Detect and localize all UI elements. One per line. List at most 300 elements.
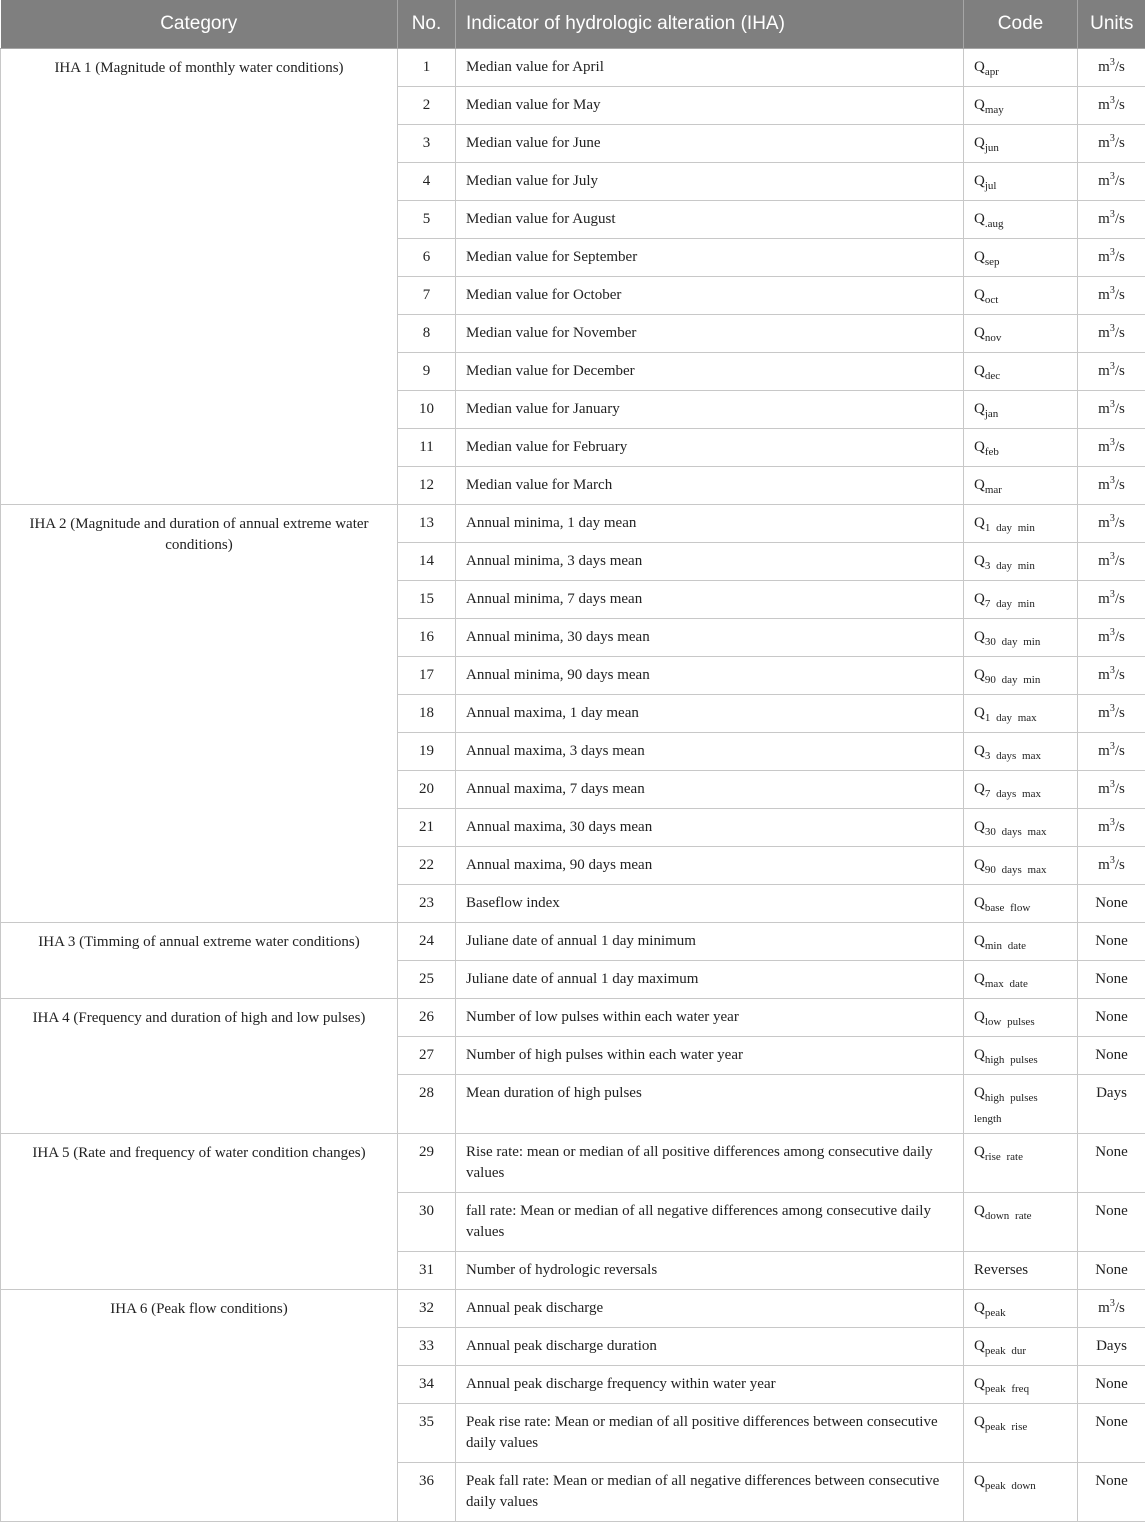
code-symbol: Q: [974, 1009, 985, 1025]
unit-cell: None: [1078, 1252, 1145, 1290]
number-cell: 28: [398, 1075, 456, 1134]
unit-base: m: [1098, 553, 1110, 569]
indicator-cell: Annual minima, 1 day mean: [456, 505, 964, 543]
code-cell: [964, 1463, 1078, 1522]
code-subscript: peak freq: [984, 1383, 1030, 1395]
number-cell: 30: [398, 1193, 456, 1252]
code-symbol: Q: [974, 211, 985, 227]
unit-cell: [1078, 467, 1145, 505]
indicator-cell: Mean duration of high pulses: [456, 1075, 964, 1134]
code-cell: [964, 1290, 1078, 1328]
code-subscript: high pulses length: [974, 1092, 1038, 1125]
code-cell: [964, 1252, 1078, 1290]
number-cell: 26: [398, 999, 456, 1037]
unit-base: m: [1098, 819, 1110, 835]
code-cell: [964, 1328, 1078, 1366]
unit-exponent: 3: [1109, 703, 1115, 714]
unit-base: m: [1098, 743, 1110, 759]
number-cell: 10: [398, 391, 456, 429]
unit-exponent: 3: [1109, 209, 1115, 220]
unit-cell: [1078, 695, 1145, 733]
unit-cell: None: [1078, 999, 1145, 1037]
code-subscript: jun: [984, 142, 999, 154]
code-subscript: nov: [984, 332, 1002, 344]
unit-base: m: [1098, 439, 1110, 455]
table-row: [1, 1134, 1145, 1193]
code-symbol: Q: [974, 971, 985, 987]
number-cell: 27: [398, 1037, 456, 1075]
indicator-cell: Annual maxima, 7 days mean: [456, 771, 964, 809]
unit-base: m: [1098, 325, 1110, 341]
code-subscript: peak rise: [984, 1421, 1028, 1433]
code-subscript: 90 day min: [984, 674, 1041, 686]
code-symbol: Q: [974, 135, 985, 151]
unit-exponent: 3: [1109, 513, 1115, 524]
code-subscript: rise rate: [984, 1151, 1023, 1163]
code-cell: [964, 581, 1078, 619]
code-subscript: peak down: [984, 1480, 1036, 1492]
unit-tail: /s: [1114, 249, 1125, 265]
unit-base: m: [1098, 135, 1110, 151]
number-cell: 23: [398, 885, 456, 923]
code-symbol: Q: [974, 1473, 985, 1489]
code-symbol: Q: [974, 97, 985, 113]
unit-cell: [1078, 581, 1145, 619]
number-cell: 31: [398, 1252, 456, 1290]
code-symbol: Q: [974, 933, 985, 949]
code-symbol: Q: [974, 743, 985, 759]
number-cell: 24: [398, 923, 456, 961]
unit-base: m: [1098, 477, 1110, 493]
number-cell: 22: [398, 847, 456, 885]
code-symbol: Q: [974, 1085, 985, 1101]
number-cell: 32: [398, 1290, 456, 1328]
unit-tail: /s: [1114, 325, 1125, 341]
code-cell: [964, 619, 1078, 657]
unit-cell: [1078, 201, 1145, 239]
unit-cell: None: [1078, 1463, 1145, 1522]
category-cell: IHA 4 (Frequency and duration of high and low pulses): [1, 999, 398, 1134]
indicator-cell: Annual maxima, 1 day mean: [456, 695, 964, 733]
code-cell: [964, 277, 1078, 315]
code-cell: [964, 961, 1078, 999]
code-cell: [964, 87, 1078, 125]
code-cell: [964, 1037, 1078, 1075]
unit-exponent: 3: [1109, 665, 1115, 676]
code-subscript: 7 day min: [984, 598, 1035, 610]
code-symbol: Q: [974, 287, 985, 303]
code-subscript: low pulses: [984, 1016, 1035, 1028]
unit-base: m: [1098, 1300, 1110, 1316]
code-cell: [964, 733, 1078, 771]
header-row: [1, 0, 1145, 49]
unit-exponent: 3: [1109, 779, 1115, 790]
unit-cell: [1078, 847, 1145, 885]
code-cell: [964, 1366, 1078, 1404]
indicator-cell: Number of low pulses within each water year: [456, 999, 964, 1037]
unit-tail: /s: [1114, 705, 1125, 721]
number-cell: 33: [398, 1328, 456, 1366]
unit-exponent: 3: [1109, 361, 1115, 372]
indicator-cell: Number of high pulses within each water year: [456, 1037, 964, 1075]
unit-cell: Days: [1078, 1328, 1145, 1366]
unit-cell: [1078, 87, 1145, 125]
code-subscript: .aug: [984, 218, 1004, 230]
code-subscript: min date: [984, 940, 1027, 952]
unit-exponent: 3: [1109, 855, 1115, 866]
indicator-cell: Number of hydrologic reversals: [456, 1252, 964, 1290]
unit-cell: [1078, 277, 1145, 315]
code-cell: [964, 1404, 1078, 1463]
code-subscript: apr: [984, 66, 999, 78]
number-cell: 17: [398, 657, 456, 695]
unit-cell: None: [1078, 885, 1145, 923]
code-subscript: base flow: [984, 902, 1031, 914]
category-cell: IHA 6 (Peak flow conditions): [1, 1290, 398, 1522]
code-symbol: Q: [974, 477, 985, 493]
code-subscript: dec: [984, 370, 1001, 382]
code-subscript: feb: [984, 446, 999, 458]
code-cell: [964, 885, 1078, 923]
unit-exponent: 3: [1109, 285, 1115, 296]
code-subscript: 90 days max: [984, 864, 1047, 876]
indicator-cell: Median value for May: [456, 87, 964, 125]
header-indicator: Indicator of hydrologic alteration (IHA): [456, 0, 964, 49]
number-cell: 18: [398, 695, 456, 733]
unit-tail: /s: [1114, 401, 1125, 417]
code-subscript: 7 days max: [984, 788, 1041, 800]
indicator-cell: Juliane date of annual 1 day maximum: [456, 961, 964, 999]
category-cell: IHA 2 (Magnitude and duration of annual extreme water conditions): [1, 505, 398, 923]
number-cell: 12: [398, 467, 456, 505]
code-cell: [964, 429, 1078, 467]
unit-base: m: [1098, 705, 1110, 721]
indicator-cell: Peak rise rate: Mean or median of all positive differences between consecutive daily values: [456, 1404, 964, 1463]
code-cell: [964, 1134, 1078, 1193]
unit-tail: /s: [1114, 629, 1125, 645]
unit-base: m: [1098, 97, 1110, 113]
unit-cell: None: [1078, 1193, 1145, 1252]
number-cell: 2: [398, 87, 456, 125]
code-symbol: Q: [974, 1203, 985, 1219]
code-subscript: 30 day min: [984, 636, 1041, 648]
code-symbol: Q: [974, 705, 985, 721]
unit-tail: /s: [1114, 1300, 1125, 1316]
unit-exponent: 3: [1109, 475, 1115, 486]
code-cell: [964, 543, 1078, 581]
code-symbol: Q: [974, 401, 985, 417]
indicator-cell: Annual minima, 30 days mean: [456, 619, 964, 657]
code-cell: [964, 239, 1078, 277]
unit-cell: [1078, 429, 1145, 467]
indicator-cell: Baseflow index: [456, 885, 964, 923]
category-cell: IHA 5 (Rate and frequency of water condition changes): [1, 1134, 398, 1290]
unit-base: m: [1098, 857, 1110, 873]
indicator-cell: Median value for December: [456, 353, 964, 391]
code-symbol: Reverses: [974, 1262, 1029, 1278]
code-cell: [964, 163, 1078, 201]
unit-base: m: [1098, 629, 1110, 645]
indicator-cell: Peak fall rate: Mean or median of all negative differences between consecutive daily values: [456, 1463, 964, 1522]
number-cell: 5: [398, 201, 456, 239]
number-cell: 7: [398, 277, 456, 315]
unit-exponent: 3: [1109, 95, 1115, 106]
indicator-cell: Annual peak discharge frequency within water year: [456, 1366, 964, 1404]
unit-cell: [1078, 163, 1145, 201]
indicator-cell: Median value for February: [456, 429, 964, 467]
unit-cell: [1078, 239, 1145, 277]
number-cell: 13: [398, 505, 456, 543]
header-category: Category: [1, 0, 398, 49]
code-subscript: may: [984, 104, 1004, 116]
indicator-cell: fall rate: Mean or median of all negative differences among consecutive daily values: [456, 1193, 964, 1252]
code-subscript: 30 days max: [984, 826, 1047, 838]
unit-cell: None: [1078, 961, 1145, 999]
table-row: [1, 49, 1145, 87]
unit-tail: /s: [1114, 591, 1125, 607]
code-subscript: max date: [984, 978, 1028, 990]
number-cell: 25: [398, 961, 456, 999]
unit-tail: /s: [1114, 211, 1125, 227]
code-cell: [964, 353, 1078, 391]
code-symbol: Q: [974, 249, 985, 265]
code-symbol: Q: [974, 895, 985, 911]
unit-tail: /s: [1114, 59, 1125, 75]
indicator-cell: Median value for July: [456, 163, 964, 201]
code-symbol: Q: [974, 59, 985, 75]
number-cell: 14: [398, 543, 456, 581]
indicator-cell: Median value for April: [456, 49, 964, 87]
code-cell: [964, 467, 1078, 505]
indicator-cell: Annual maxima, 3 days mean: [456, 733, 964, 771]
number-cell: 16: [398, 619, 456, 657]
indicator-cell: Annual minima, 7 days mean: [456, 581, 964, 619]
code-cell: [964, 505, 1078, 543]
unit-base: m: [1098, 211, 1110, 227]
unit-cell: [1078, 619, 1145, 657]
unit-cell: None: [1078, 1404, 1145, 1463]
code-symbol: Q: [974, 1300, 985, 1316]
indicator-cell: Rise rate: mean or median of all positive differences among consecutive daily values: [456, 1134, 964, 1193]
code-cell: [964, 809, 1078, 847]
unit-exponent: 3: [1109, 741, 1115, 752]
category-cell: IHA 3 (Timming of annual extreme water conditions): [1, 923, 398, 999]
number-cell: 35: [398, 1404, 456, 1463]
unit-tail: /s: [1114, 439, 1125, 455]
code-subscript: peak dur: [984, 1345, 1027, 1357]
unit-tail: /s: [1114, 857, 1125, 873]
unit-base: m: [1098, 515, 1110, 531]
indicator-cell: Annual maxima, 90 days mean: [456, 847, 964, 885]
number-cell: 29: [398, 1134, 456, 1193]
table-header: [1, 0, 1145, 49]
unit-base: m: [1098, 781, 1110, 797]
indicator-cell: Median value for January: [456, 391, 964, 429]
code-cell: [964, 49, 1078, 87]
unit-cell: [1078, 809, 1145, 847]
table-row: [1, 999, 1145, 1037]
indicator-cell: Median value for November: [456, 315, 964, 353]
unit-exponent: 3: [1109, 627, 1115, 638]
code-symbol: Q: [974, 819, 985, 835]
indicator-cell: Annual peak discharge: [456, 1290, 964, 1328]
header-no: No.: [398, 0, 456, 49]
unit-tail: /s: [1114, 173, 1125, 189]
unit-tail: /s: [1114, 819, 1125, 835]
unit-cell: [1078, 353, 1145, 391]
unit-cell: [1078, 657, 1145, 695]
unit-tail: /s: [1114, 477, 1125, 493]
code-subscript: high pulses: [984, 1054, 1038, 1066]
unit-cell: [1078, 771, 1145, 809]
indicator-cell: Median value for March: [456, 467, 964, 505]
unit-tail: /s: [1114, 515, 1125, 531]
unit-tail: /s: [1114, 97, 1125, 113]
number-cell: 21: [398, 809, 456, 847]
unit-base: m: [1098, 363, 1110, 379]
unit-cell: [1078, 391, 1145, 429]
unit-cell: [1078, 125, 1145, 163]
unit-base: m: [1098, 59, 1110, 75]
code-symbol: Q: [974, 515, 985, 531]
unit-exponent: 3: [1109, 817, 1115, 828]
number-cell: 3: [398, 125, 456, 163]
code-cell: [964, 847, 1078, 885]
code-cell: [964, 1075, 1078, 1134]
unit-cell: None: [1078, 1037, 1145, 1075]
code-subscript: 1 day max: [984, 712, 1037, 724]
unit-tail: /s: [1114, 781, 1125, 797]
unit-exponent: 3: [1109, 1298, 1115, 1309]
indicator-cell: Median value for June: [456, 125, 964, 163]
unit-cell: [1078, 505, 1145, 543]
table-row: [1, 505, 1145, 543]
code-symbol: Q: [974, 629, 985, 645]
unit-exponent: 3: [1109, 171, 1115, 182]
code-cell: [964, 999, 1078, 1037]
code-symbol: Q: [974, 173, 985, 189]
unit-cell: Days: [1078, 1075, 1145, 1134]
unit-exponent: 3: [1109, 551, 1115, 562]
unit-cell: [1078, 1290, 1145, 1328]
indicator-cell: Annual minima, 90 days mean: [456, 657, 964, 695]
code-cell: [964, 771, 1078, 809]
code-subscript: 3 days max: [984, 750, 1041, 762]
indicator-cell: Annual minima, 3 days mean: [456, 543, 964, 581]
code-cell: [964, 315, 1078, 353]
unit-cell: [1078, 733, 1145, 771]
code-cell: [964, 125, 1078, 163]
unit-exponent: 3: [1109, 247, 1115, 258]
code-symbol: Q: [974, 1338, 985, 1354]
code-symbol: Q: [974, 439, 985, 455]
unit-tail: /s: [1114, 667, 1125, 683]
code-subscript: down rate: [984, 1210, 1032, 1222]
unit-base: m: [1098, 591, 1110, 607]
unit-cell: None: [1078, 1366, 1145, 1404]
unit-base: m: [1098, 249, 1110, 265]
unit-tail: /s: [1114, 363, 1125, 379]
code-symbol: Q: [974, 1144, 985, 1160]
code-symbol: Q: [974, 553, 985, 569]
table-row: [1, 923, 1145, 961]
unit-base: m: [1098, 667, 1110, 683]
code-symbol: Q: [974, 1376, 985, 1392]
code-symbol: Q: [974, 1414, 985, 1430]
number-cell: 1: [398, 49, 456, 87]
code-subscript: 1 day min: [984, 522, 1035, 534]
unit-exponent: 3: [1109, 399, 1115, 410]
code-subscript: jul: [984, 180, 997, 192]
code-symbol: Q: [974, 857, 985, 873]
unit-tail: /s: [1114, 743, 1125, 759]
unit-tail: /s: [1114, 287, 1125, 303]
unit-base: m: [1098, 173, 1110, 189]
code-subscript: 3 day min: [984, 560, 1035, 572]
code-subscript: sep: [984, 256, 1000, 268]
number-cell: 4: [398, 163, 456, 201]
unit-exponent: 3: [1109, 133, 1115, 144]
unit-exponent: 3: [1109, 323, 1115, 334]
unit-exponent: 3: [1109, 437, 1115, 448]
unit-base: m: [1098, 401, 1110, 417]
number-cell: 34: [398, 1366, 456, 1404]
unit-tail: /s: [1114, 135, 1125, 151]
code-cell: [964, 391, 1078, 429]
header-code: Code: [964, 0, 1078, 49]
indicator-cell: Annual maxima, 30 days mean: [456, 809, 964, 847]
table-row: [1, 1290, 1145, 1328]
code-symbol: Q: [974, 667, 985, 683]
code-cell: [964, 923, 1078, 961]
code-symbol: Q: [974, 591, 985, 607]
number-cell: 36: [398, 1463, 456, 1522]
indicator-cell: Median value for September: [456, 239, 964, 277]
number-cell: 19: [398, 733, 456, 771]
code-cell: [964, 695, 1078, 733]
header-units: Units: [1078, 0, 1145, 49]
indicator-cell: Median value for October: [456, 277, 964, 315]
unit-exponent: 3: [1109, 57, 1115, 68]
indicator-cell: Juliane date of annual 1 day minimum: [456, 923, 964, 961]
unit-base: m: [1098, 287, 1110, 303]
code-cell: [964, 1193, 1078, 1252]
unit-cell: [1078, 543, 1145, 581]
code-symbol: Q: [974, 1047, 985, 1063]
category-cell: IHA 1 (Magnitude of monthly water conditions): [1, 49, 398, 505]
unit-cell: [1078, 315, 1145, 353]
unit-cell: None: [1078, 923, 1145, 961]
code-subscript: jan: [984, 408, 999, 420]
code-cell: [964, 657, 1078, 695]
unit-exponent: 3: [1109, 589, 1115, 600]
indicator-cell: Annual peak discharge duration: [456, 1328, 964, 1366]
code-subscript: mar: [984, 484, 1002, 496]
number-cell: 8: [398, 315, 456, 353]
number-cell: 9: [398, 353, 456, 391]
code-subscript: peak: [984, 1307, 1006, 1319]
number-cell: 15: [398, 581, 456, 619]
code-cell: [964, 201, 1078, 239]
code-symbol: Q: [974, 781, 985, 797]
code-symbol: Q: [974, 363, 985, 379]
code-subscript: oct: [984, 294, 999, 306]
indicator-cell: Median value for August: [456, 201, 964, 239]
number-cell: 20: [398, 771, 456, 809]
unit-cell: [1078, 49, 1145, 87]
table-body: [1, 49, 1145, 1522]
number-cell: 11: [398, 429, 456, 467]
